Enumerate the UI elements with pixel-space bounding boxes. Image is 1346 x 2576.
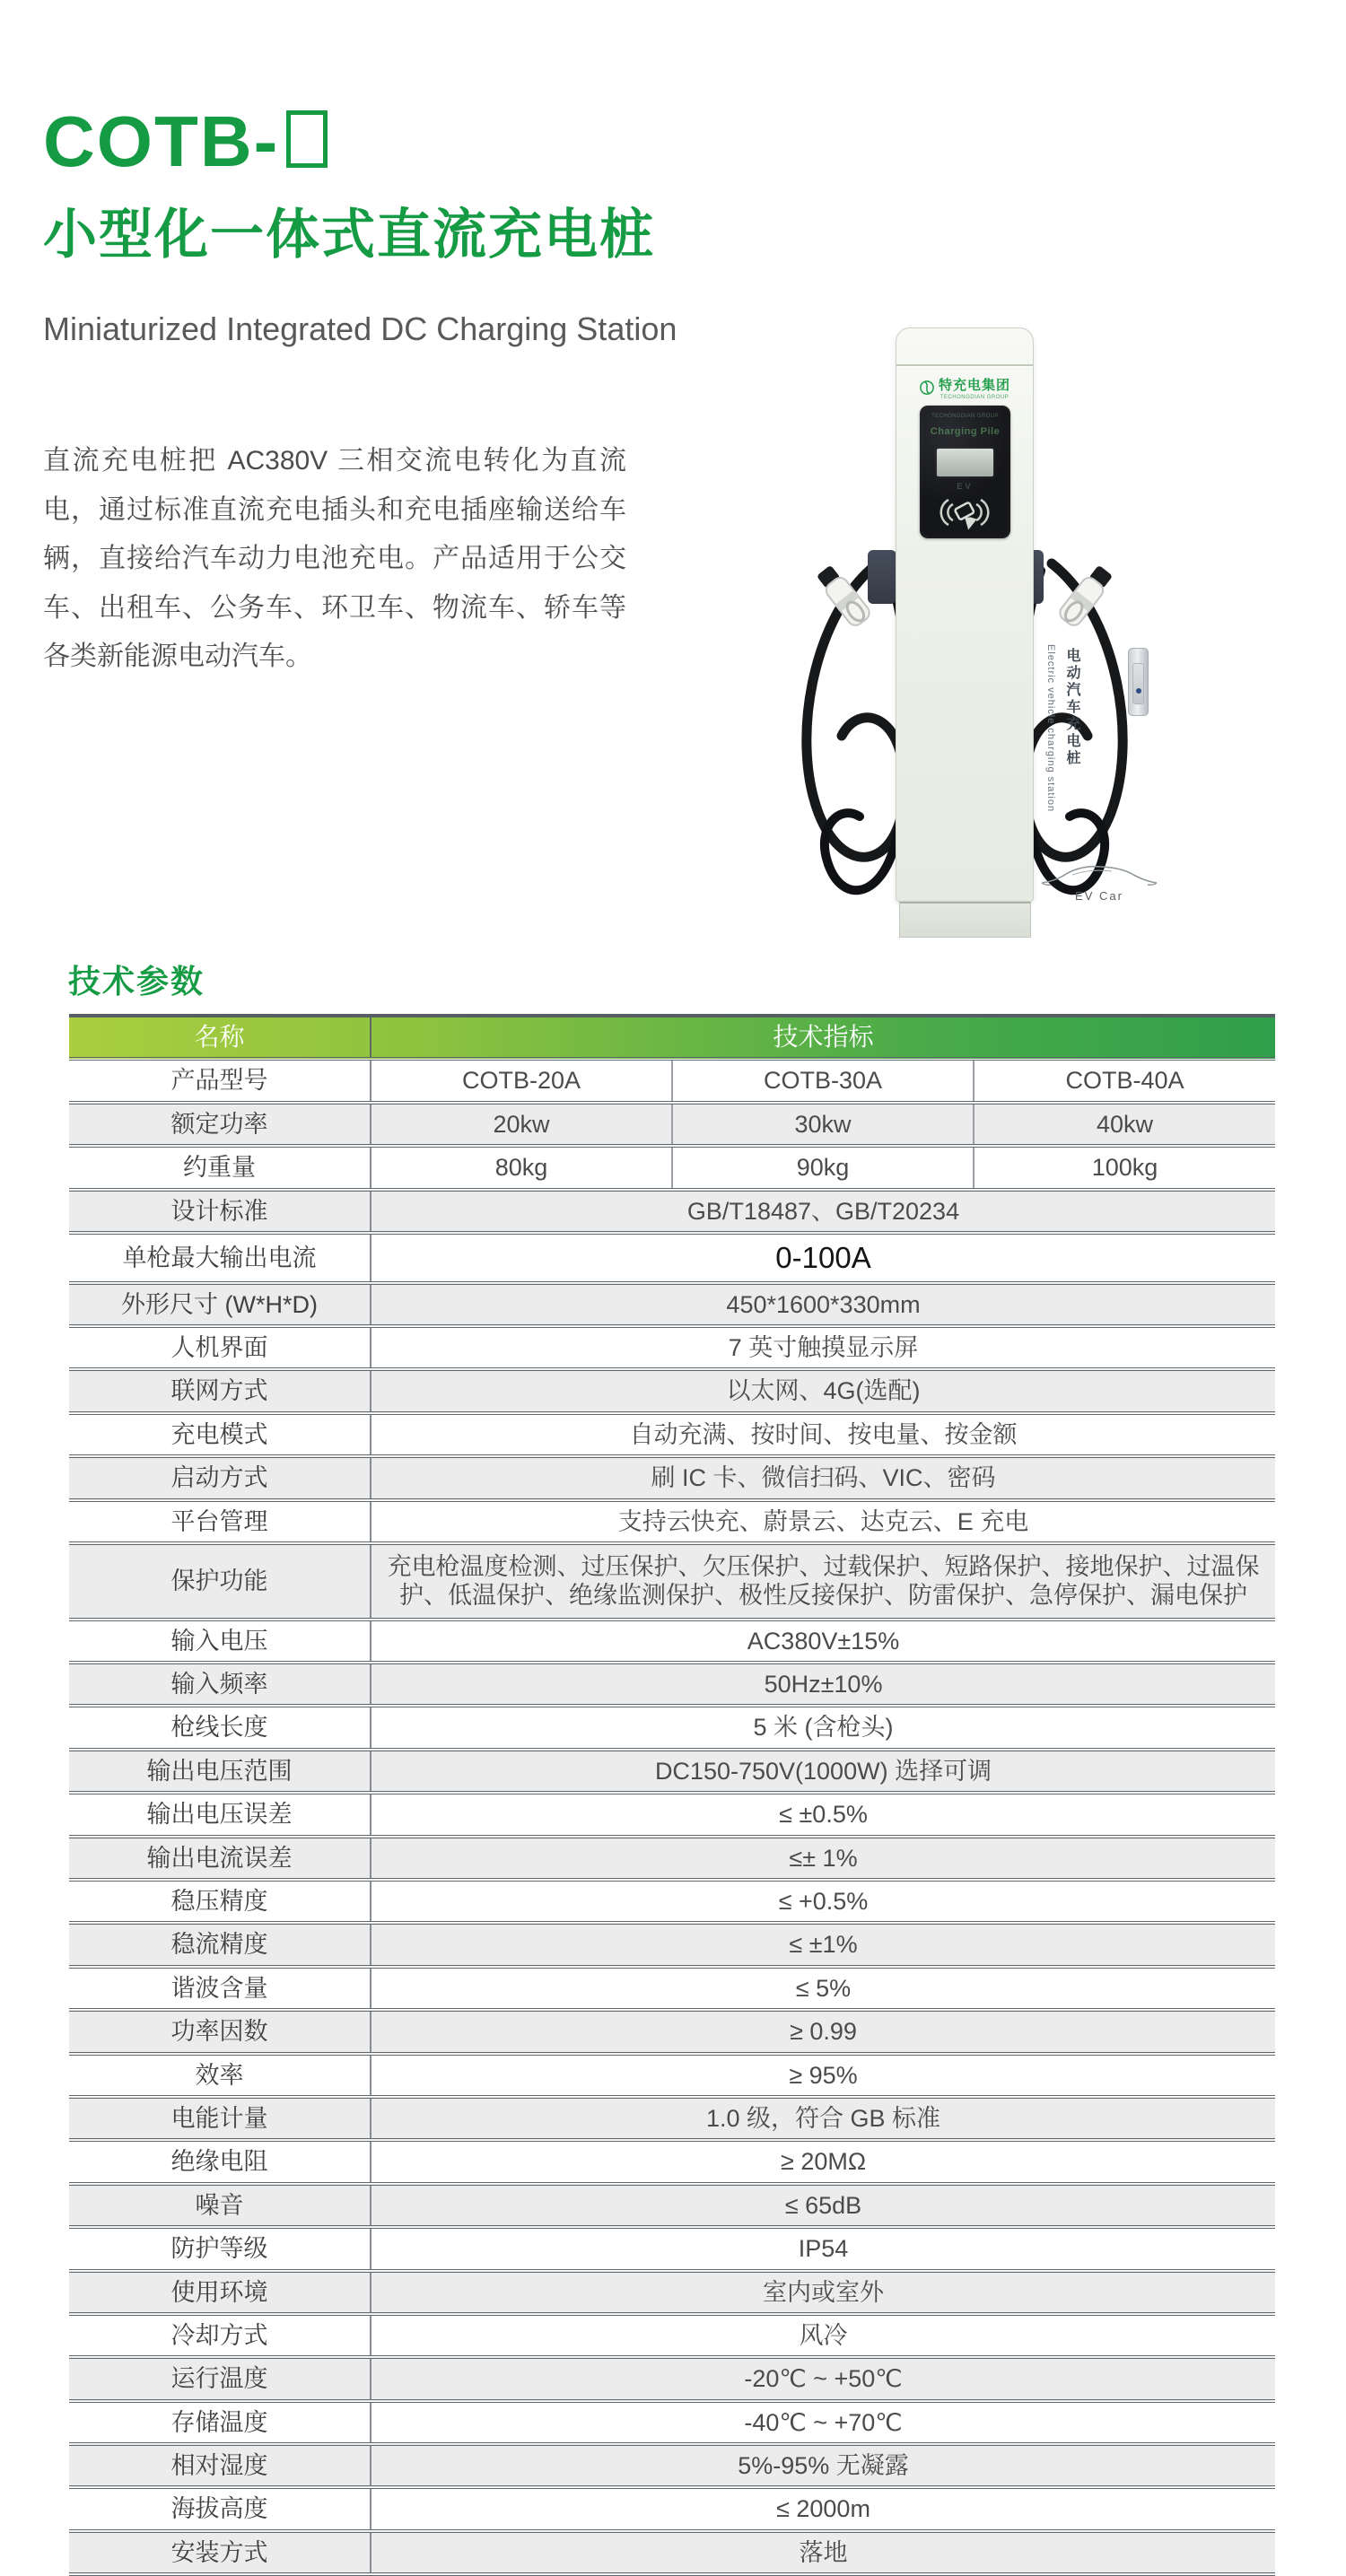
display-screen[interactable] <box>937 449 993 476</box>
spec-label: 电能计量 <box>69 2097 371 2140</box>
spec-label: 约重量 <box>69 1146 371 1189</box>
spec-row <box>69 2184 1275 2227</box>
spec-value: ≤ 65dB <box>784 2191 862 2219</box>
spec-row <box>69 1233 1275 1283</box>
spec-row <box>69 1967 1275 2010</box>
panel-ev-label: EV <box>957 482 974 491</box>
cabinet-cap-seam <box>896 364 1033 367</box>
spec-label: 防护等级 <box>69 2227 371 2270</box>
brand-name-cn: 特充电集团 <box>938 378 1010 393</box>
spec-row <box>69 2271 1275 2314</box>
spec-value: ≤ 5% <box>795 1974 852 2002</box>
spec-table <box>69 1014 1275 2576</box>
spec-row <box>69 2401 1275 2444</box>
spec-value: IP54 <box>798 2235 849 2263</box>
spec-value: 450*1600*330mm <box>726 1290 921 1318</box>
spec-value: 刷 IC 卡、微信扫码、VIC、密码 <box>651 1464 996 1492</box>
spec-label: 输入频率 <box>69 1663 371 1706</box>
spec-label: 外形尺寸 (W*H*D) <box>69 1283 371 1326</box>
spec-label: 平台管理 <box>69 1500 371 1543</box>
spec-label: 使用环境 <box>69 2271 371 2314</box>
spec-value: DC150-750V(1000W) 选择可调 <box>654 1757 992 1785</box>
spec-label: 输入电压 <box>69 1620 371 1663</box>
spec-label: 输出电压误差 <box>69 1793 371 1836</box>
ev-car-label: EV Car <box>1075 889 1123 903</box>
header-spec-col: 技术指标 <box>371 1016 1275 1059</box>
subtitle-chinese: 小型化一体式直流充电桩 <box>43 205 655 265</box>
spec-row <box>69 1880 1275 1923</box>
door-lock-dot <box>1136 688 1141 694</box>
spec-value: 室内或室外 <box>763 2278 885 2306</box>
control-panel <box>920 406 1010 538</box>
spec-row <box>69 1923 1275 1966</box>
spec-label: 联网方式 <box>69 1369 371 1412</box>
page-title: COTB- <box>43 106 677 178</box>
spec-value: 90kg <box>672 1146 974 1189</box>
spec-row <box>69 1663 1275 1706</box>
spec-row <box>69 1793 1275 1836</box>
spec-row <box>69 1283 1275 1326</box>
spec-table-header <box>69 1016 1275 1059</box>
spec-label: 相对湿度 <box>69 2444 371 2487</box>
spec-label: 设计标准 <box>69 1190 371 1233</box>
spec-value: 充电枪温度检测、过压保护、欠压保护、过载保护、短路保护、接地保护、过温保护、低温保护、绝缘监测保护、极性反接保护、防雷保护、急停保护、漏电保护 <box>387 1552 1260 1610</box>
spec-value: 40kw <box>974 1103 1275 1146</box>
spec-label: 绝缘电阻 <box>69 2140 371 2183</box>
charger-base <box>899 902 1031 938</box>
spec-label: 人机界面 <box>69 1326 371 1369</box>
spec-row <box>69 1706 1275 1749</box>
brand-logo-icon <box>919 380 935 396</box>
spec-value: 50Hz±10% <box>764 1671 883 1698</box>
spec-label: 产品型号 <box>69 1059 371 1102</box>
spec-label: 安装方式 <box>69 2531 371 2574</box>
model-placeholder-box <box>286 110 328 168</box>
left-gun-holster <box>868 550 896 604</box>
brand-logo <box>896 375 1033 400</box>
spec-value: -20℃ ~ +50℃ <box>744 2365 903 2393</box>
spec-row <box>69 1103 1275 1146</box>
subtitle-english: Miniaturized Integrated DC Charging Station <box>43 310 677 347</box>
spec-value: 5%-95% 无凝露 <box>738 2452 909 2480</box>
spec-value: 自动充满、按时间、按电量、按金额 <box>629 1420 1018 1448</box>
spec-value: ≤ +0.5% <box>778 1888 869 1916</box>
spec-value: -40℃ ~ +70℃ <box>744 2408 903 2436</box>
spec-value: ≥ 95% <box>789 2061 858 2089</box>
spec-label: 运行温度 <box>69 2357 371 2400</box>
brand-name-en: TECHONGDIAN GROUP <box>940 395 1010 400</box>
page-header <box>43 101 677 348</box>
spec-row <box>69 2314 1275 2357</box>
spec-label: 单枪最大输出电流 <box>69 1233 371 1283</box>
spec-row <box>69 1456 1275 1499</box>
spec-row <box>69 1500 1275 1543</box>
spec-label: 稳流精度 <box>69 1923 371 1966</box>
spec-value: ≤ ±1% <box>789 1931 858 1959</box>
spec-row <box>69 1750 1275 1793</box>
spec-label: 存储温度 <box>69 2401 371 2444</box>
spec-label: 输出电流误差 <box>69 1837 371 1880</box>
spec-row <box>69 1543 1275 1620</box>
spec-row <box>69 1837 1275 1880</box>
panel-brand-text: TECHONGDIAN GROUP <box>931 414 999 419</box>
spec-row <box>69 2140 1275 2183</box>
spec-label: 稳压精度 <box>69 1880 371 1923</box>
charger-cabinet <box>896 327 1123 903</box>
spec-label: 额定功率 <box>69 1103 371 1146</box>
spec-row <box>69 1059 1275 1102</box>
side-text-english: Electric vehicle charging station <box>1045 644 1056 813</box>
spec-value: 落地 <box>799 2538 848 2566</box>
product-description: 直流充电桩把 AC380V 三相交流电转化为直流电，通过标准直流充电插头和充电插座输送给车辆，直接给汽车动力电池充电。产品适用于公交车、出租车、公务车、环卫车、物流车、轿车等各类新能源电动汽车。 <box>43 446 626 672</box>
spec-value: 7 英寸触摸显示屏 <box>728 1333 919 1361</box>
spec-label: 冷却方式 <box>69 2314 371 2357</box>
spec-value: 100kg <box>974 1146 1275 1189</box>
spec-row <box>69 2097 1275 2140</box>
spec-table-body <box>69 1059 1275 2574</box>
spec-value: 20kw <box>493 1110 550 1138</box>
spec-label: 枪线长度 <box>69 1706 371 1749</box>
spec-value: ≥ 0.99 <box>790 2018 857 2046</box>
spec-label: 海拔高度 <box>69 2487 371 2530</box>
spec-value: ≥ 20MΩ <box>781 2148 867 2176</box>
spec-row <box>69 1369 1275 1412</box>
spec-value: 30kw <box>672 1103 974 1146</box>
section-title: 技术参数 <box>68 963 205 1000</box>
spec-label: 启动方式 <box>69 1456 371 1499</box>
panel-title: Charging Pile <box>930 426 1001 437</box>
spec-row <box>69 2054 1275 2097</box>
spec-value: 风冷 <box>799 2321 848 2349</box>
spec-row <box>69 2444 1275 2487</box>
spec-label: 噪音 <box>69 2184 371 2227</box>
spec-label: 效率 <box>69 2054 371 2097</box>
spec-row <box>69 1190 1275 1233</box>
spec-label: 功率因数 <box>69 2010 371 2053</box>
door-handle-slot <box>1132 663 1144 704</box>
spec-label: 谐波含量 <box>69 1967 371 2010</box>
door-handle[interactable] <box>1128 648 1149 716</box>
spec-value: GB/T18487、GB/T20234 <box>686 1197 960 1225</box>
spec-value: 0-100A <box>775 1240 871 1274</box>
spec-row <box>69 2010 1275 2053</box>
spec-value: ≤± 1% <box>789 1844 858 1872</box>
spec-value: COTB-30A <box>672 1059 974 1102</box>
spec-row <box>69 1146 1275 1189</box>
spec-value: ≤ 2000m <box>776 2495 870 2523</box>
ev-car-sketch <box>1033 860 1166 903</box>
rfid-tap-icon <box>936 493 993 534</box>
spec-value: 5 米 (含枪头) <box>753 1714 894 1742</box>
spec-row <box>69 2531 1275 2574</box>
spec-label: 输出电压范围 <box>69 1750 371 1793</box>
spec-value: 80kg <box>494 1154 548 1182</box>
charger-product-image <box>763 314 1149 953</box>
side-text-chinese: 电动汽车充电桩 <box>1064 648 1079 767</box>
spec-row <box>69 2227 1275 2270</box>
spec-value: ≤ ±0.5% <box>779 1801 868 1829</box>
spec-label: 充电模式 <box>69 1413 371 1456</box>
spec-label: 保护功能 <box>69 1543 371 1620</box>
spec-value: 支持云快充、蔚景云、达克云、E 充电 <box>617 1507 1029 1535</box>
spec-value: AC380V±15% <box>747 1627 900 1655</box>
spec-row <box>69 1620 1275 1663</box>
header-name-col: 名称 <box>194 1023 245 1051</box>
spec-row <box>69 2357 1275 2400</box>
spec-value: 以太网、4G(选配) <box>726 1377 921 1405</box>
spec-row <box>69 1413 1275 1456</box>
spec-row <box>69 1326 1275 1369</box>
spec-value: 1.0 级，符合 GB 标准 <box>705 2104 941 2132</box>
spec-value: COTB-20A <box>461 1067 581 1095</box>
spec-value: COTB-40A <box>974 1059 1275 1102</box>
